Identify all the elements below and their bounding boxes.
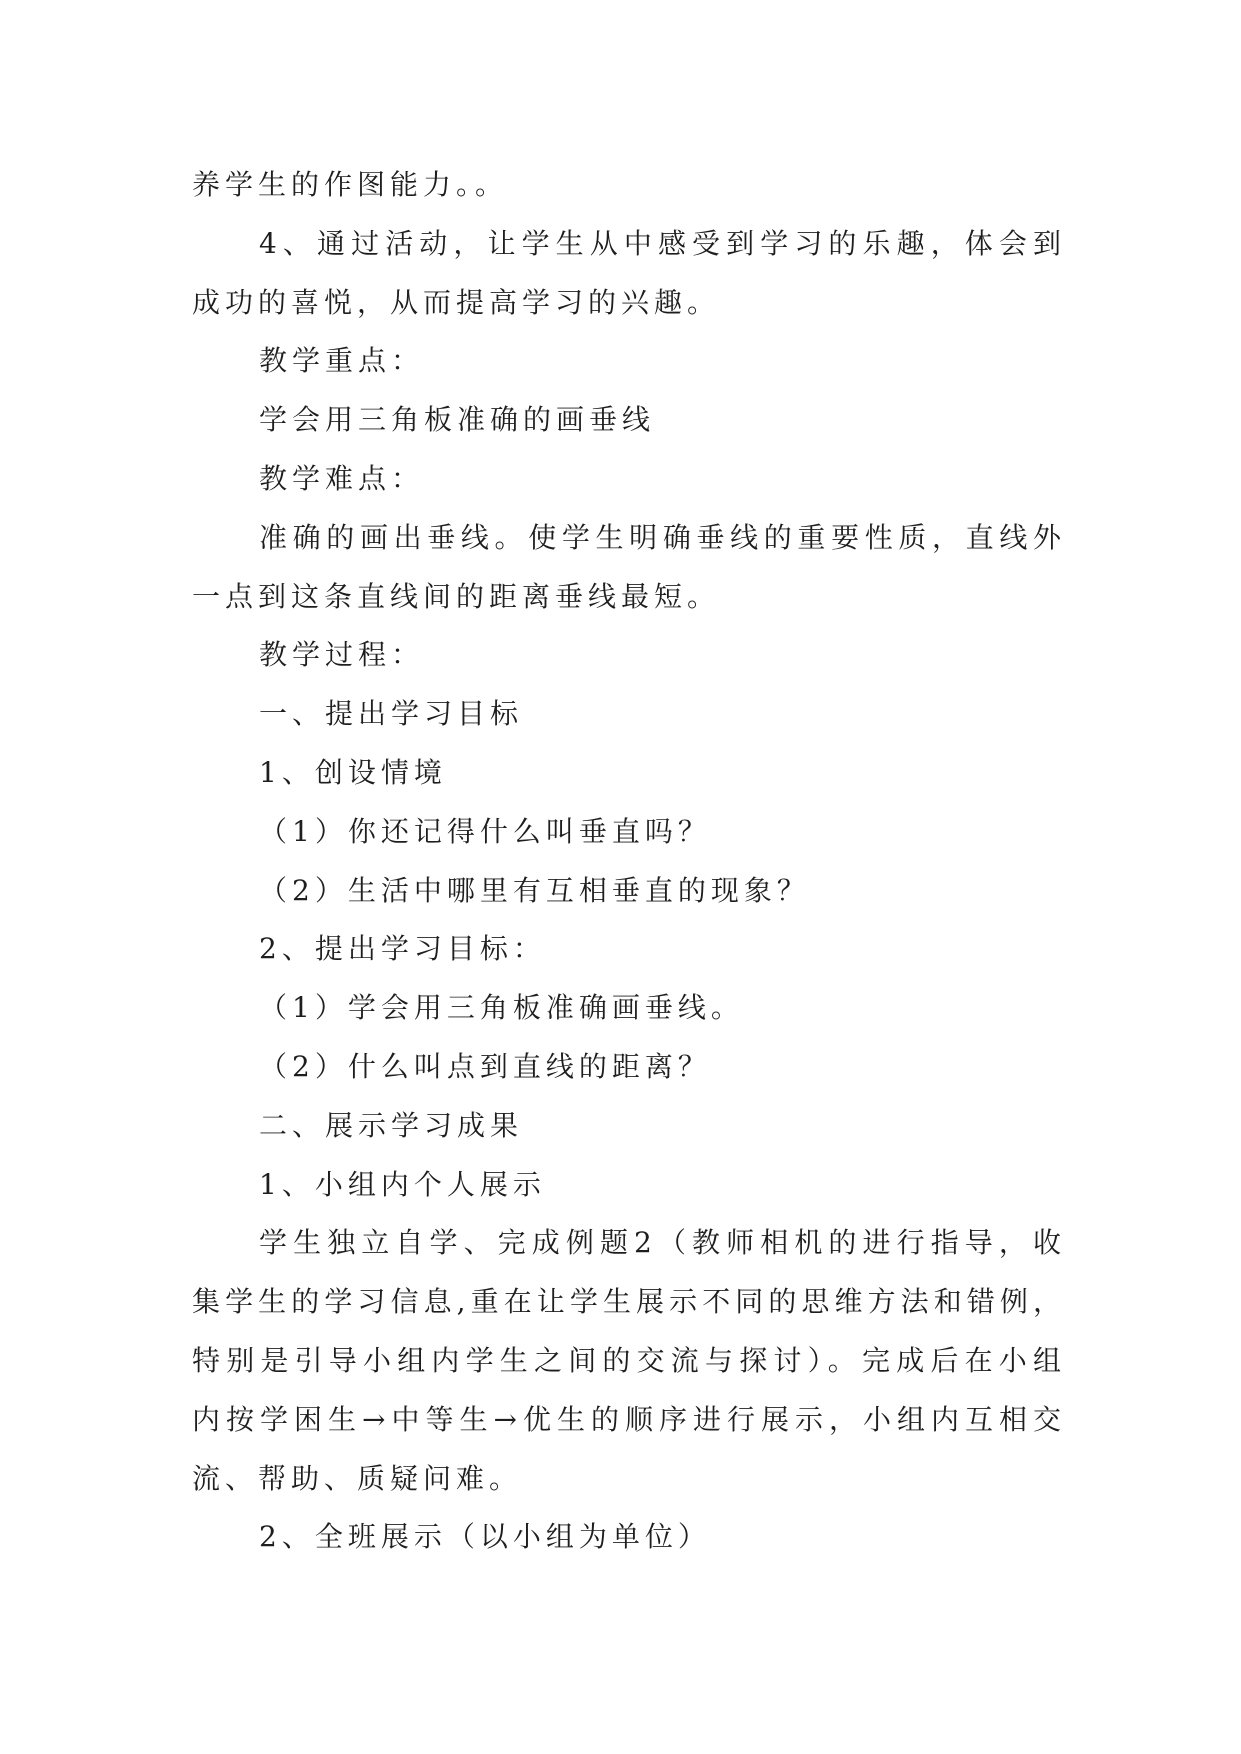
text-line: 一、提出学习目标 [259, 697, 524, 731]
text-line: 二、展示学习成果 [259, 1108, 524, 1142]
section-heading [192, 1097, 1061, 1156]
section-heading [192, 626, 1061, 685]
list-item [192, 862, 1061, 921]
list-item [192, 979, 1061, 1038]
text-line: 集学生的学习信息,重在让学生展示不同的思维方法和错例， [192, 1285, 1061, 1319]
text-line: （1）学会用三角板准确画垂线。 [259, 991, 744, 1025]
text-line: 流、帮助、质疑问难。 [192, 1461, 523, 1495]
text-line: 一点到这条直线间的距离垂线最短。 [192, 579, 721, 613]
text-line: （2）什么叫点到直线的距离？ [259, 1049, 711, 1083]
text-line: 内按学困生→中等生→优生的顺序进行展示，小组内互相交 [192, 1402, 1061, 1436]
list-item [192, 920, 1061, 979]
section-heading [192, 332, 1061, 391]
paragraph [192, 391, 1061, 450]
text-line: 1、小组内个人展示 [259, 1167, 546, 1201]
document-body [192, 156, 1061, 1567]
paragraph [192, 156, 1061, 215]
section-heading [192, 685, 1061, 744]
text-line: 2、提出学习目标： [259, 932, 546, 966]
text-line: （2）生活中哪里有互相垂直的现象？ [259, 873, 810, 907]
text-line: 学会用三角板准确的画垂线 [259, 403, 656, 437]
list-item [192, 1038, 1061, 1097]
paragraph [192, 215, 1061, 333]
text-line: 准确的画出垂线。使学生明确垂线的重要性质，直线外 [259, 520, 1061, 554]
text-line: 特别是引导小组内学生之间的交流与探讨）。完成后在小组 [192, 1343, 1061, 1377]
section-heading [192, 450, 1061, 509]
list-item [192, 1508, 1061, 1567]
paragraph [192, 509, 1061, 627]
text-line: 成功的喜悦，从而提高学习的兴趣。 [192, 285, 721, 319]
text-line: （1）你还记得什么叫垂直吗？ [259, 814, 711, 848]
text-line: 学生独立自学、完成例题2（教师相机的进行指导，收 [259, 1226, 1061, 1260]
text-line: 教学重点： [259, 344, 425, 378]
text-line: 教学难点： [259, 461, 425, 495]
text-line: 4、通过活动，让学生从中感受到学习的乐趣，体会到 [259, 226, 1061, 260]
list-item [192, 803, 1061, 862]
list-item [192, 744, 1061, 803]
paragraph [192, 1214, 1061, 1508]
text-line: 2、全班展示（以小组为单位） [259, 1520, 711, 1554]
text-line: 养学生的作图能力。。 [192, 168, 509, 201]
text-line: 教学过程： [259, 638, 425, 672]
list-item [192, 1156, 1061, 1215]
text-line: 1、创设情境 [259, 755, 447, 789]
